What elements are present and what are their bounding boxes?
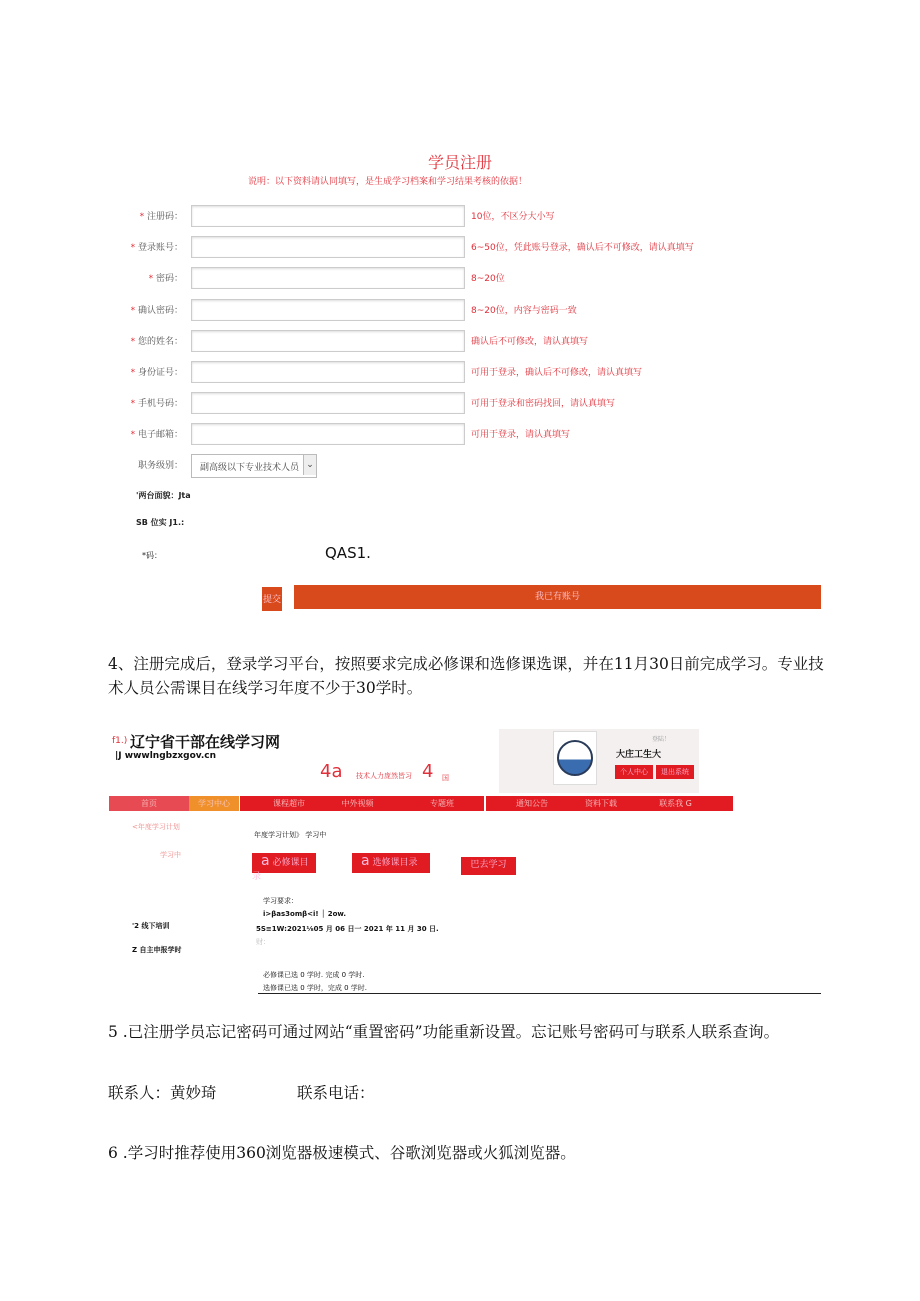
job-level-row [120, 454, 740, 476]
nav-item[interactable]: 通知公告 [486, 796, 578, 811]
registration-note: 说明：以下资料请认同填写，是生成学习档案和学习结果考核的依据！ [248, 177, 528, 187]
form-row [120, 236, 740, 258]
form-row [120, 361, 740, 383]
form-row [120, 205, 740, 227]
field-hint: 可用于登录和密码找回，请认真填写 [471, 399, 616, 410]
form-row [120, 299, 740, 321]
contact-phone: 联系电话： [297, 1084, 375, 1102]
line-b: SB 位实 J1.: [136, 518, 185, 527]
breadcrumb: 年度学习计划》 学习中 [254, 831, 327, 839]
field-hint: 6~50位，凭此账号登录，确认后不可修改，请认真填写 [471, 243, 694, 254]
catalog-icon: a [361, 853, 370, 869]
nav-item[interactable]: 首页 [109, 796, 189, 811]
field-hint: 8~20位，内容与密码一致 [471, 305, 577, 316]
registration-title: 学员注册 [427, 153, 492, 172]
required-catalog-label: 必修课目录 [252, 858, 309, 882]
field-label-text: 密码： [155, 274, 183, 285]
required-stats: 必修课已选 0 学时. 完成 0 学时. [263, 971, 365, 979]
nav-item[interactable]: 专题班 [400, 796, 484, 811]
side-self-report[interactable]: Z 自主申报学时 [132, 946, 182, 954]
logout-button[interactable]: 退出系统 [656, 765, 694, 779]
go-study-button[interactable]: 巴去学习 [461, 857, 516, 875]
user-panel [499, 729, 699, 793]
requirements-period: 5S≡1W:2021⅛05 月 06 日一 2021 年 11 月 30 日. [256, 925, 439, 933]
field-hint: 可用于登录，确认后不可修改，请认真填写 [471, 368, 643, 378]
required-mark: * [130, 336, 136, 347]
site-url: |J wwwlngbzxgov.cn [115, 751, 217, 761]
field-hint: 8~20位 [471, 274, 505, 285]
elective-stats: 选修课已选 0 学时，完成 0 学时. [263, 984, 368, 992]
field-hint: 10位，不区分大小写 [471, 212, 555, 222]
user-name: 大庄工生大 [616, 750, 662, 760]
field-input[interactable] [191, 330, 465, 352]
have-account-button[interactable]: 我已有账号 [294, 585, 821, 609]
field-label [131, 303, 183, 316]
field-label-text: 注册码： [146, 212, 183, 222]
contact-person: 联系人：黄妙琦 [108, 1084, 217, 1102]
field-label-text: 手机号码： [137, 399, 183, 410]
side-offline-training[interactable]: '2 线下培训 [132, 922, 170, 930]
nav-item[interactable]: 资料下载 [560, 796, 642, 811]
job-level-select[interactable] [191, 454, 317, 478]
paragraph-6: 6 .学习时推荐使用360浏览器极速模式、谷歌浏览器或火狐浏览器。 [108, 1144, 576, 1162]
field-label-text: 身份证号： [137, 368, 183, 378]
field-label-text: 登录账号： [137, 243, 183, 254]
catalog-icon: a [261, 853, 270, 869]
field-label [131, 240, 183, 253]
logo-mark: f1.) [112, 736, 128, 746]
field-label [131, 396, 183, 409]
job-level-label: 职务级别： [137, 461, 183, 471]
field-input[interactable] [191, 361, 465, 383]
required-catalog-button[interactable] [252, 853, 316, 882]
divider [258, 993, 821, 994]
required-mark: * [130, 430, 136, 441]
job-level-value: 副高级以下专业技术人员 [200, 463, 300, 473]
side-studying[interactable]: 学习中 [160, 851, 181, 859]
field-label-text: 确认密码： [137, 305, 183, 316]
submit-button[interactable]: 提交 [262, 587, 282, 611]
required-mark: * [130, 243, 136, 254]
paragraph-4: 4、注册完成后，登录学习平台，按照要求完成必修课和选修课选课，并在11月30日前完成学习。专业技术人员公需课目在线学习年度不少于30学时。 [108, 655, 824, 697]
field-label [131, 365, 183, 378]
requirements-line-1: i>βas3omβ<i! │ 2ow. [263, 910, 347, 918]
personal-center-button[interactable]: 个人中心 [615, 765, 653, 779]
field-label [131, 334, 183, 347]
avatar [553, 731, 597, 785]
requirements-line-3: 财： [256, 938, 270, 946]
banner-text: 技术人力庞然皆习 [356, 772, 412, 780]
site-name: 辽宁省干部在线学习网 [130, 733, 281, 751]
required-mark: * [148, 274, 154, 285]
banner-b: 4 [422, 761, 434, 782]
required-mark: * [130, 368, 136, 378]
form-row [120, 423, 740, 445]
required-mark: * [130, 399, 136, 410]
captcha-image: QAS1. [325, 544, 371, 562]
field-label [140, 209, 183, 222]
field-hint: 可用于登录，请认真填写 [471, 430, 571, 441]
elective-catalog-button[interactable] [352, 853, 430, 873]
line-a: '两台面貌：Jta [136, 491, 191, 500]
chevron-down-icon: ⌄ [303, 455, 316, 475]
elective-catalog-label: 选修课目录 [372, 858, 418, 868]
form-row [120, 392, 740, 414]
required-mark: * [139, 212, 145, 222]
field-label-text: 电子邮箱： [137, 430, 183, 441]
form-row [120, 267, 740, 289]
field-input[interactable] [191, 299, 465, 321]
banner-a: 4a [320, 761, 343, 782]
nav-item[interactable]: 课程超市 [240, 796, 338, 811]
banner-c: 国 [442, 774, 449, 782]
field-input[interactable] [191, 423, 465, 445]
field-input[interactable] [191, 392, 465, 414]
field-input[interactable] [191, 205, 465, 227]
field-label [131, 427, 183, 440]
nav-item[interactable]: 联系我 G [618, 796, 733, 811]
nav-item[interactable]: 中外视频 [315, 796, 400, 811]
field-input[interactable] [191, 236, 465, 258]
requirements-title: 学习要求： [263, 897, 298, 905]
field-hint: 确认后不可修改，请认真填写 [471, 336, 589, 347]
form-row [120, 330, 740, 352]
field-label [149, 271, 183, 284]
user-label: 登陆！ [652, 736, 671, 743]
captcha-label: *码： [142, 551, 162, 560]
nav-item[interactable]: 学习中心 [189, 796, 239, 811]
required-mark: * [130, 305, 136, 316]
side-breadcrumb[interactable]: <年度学习计划 [132, 823, 180, 831]
paragraph-5: 5 .已注册学员忘记密码可通过网站“重置密码”功能重新设置。忘记账号密码可与联系人联系查询。 [108, 1023, 780, 1041]
field-label-text: 您的姓名： [137, 336, 183, 347]
field-input[interactable] [191, 267, 465, 289]
